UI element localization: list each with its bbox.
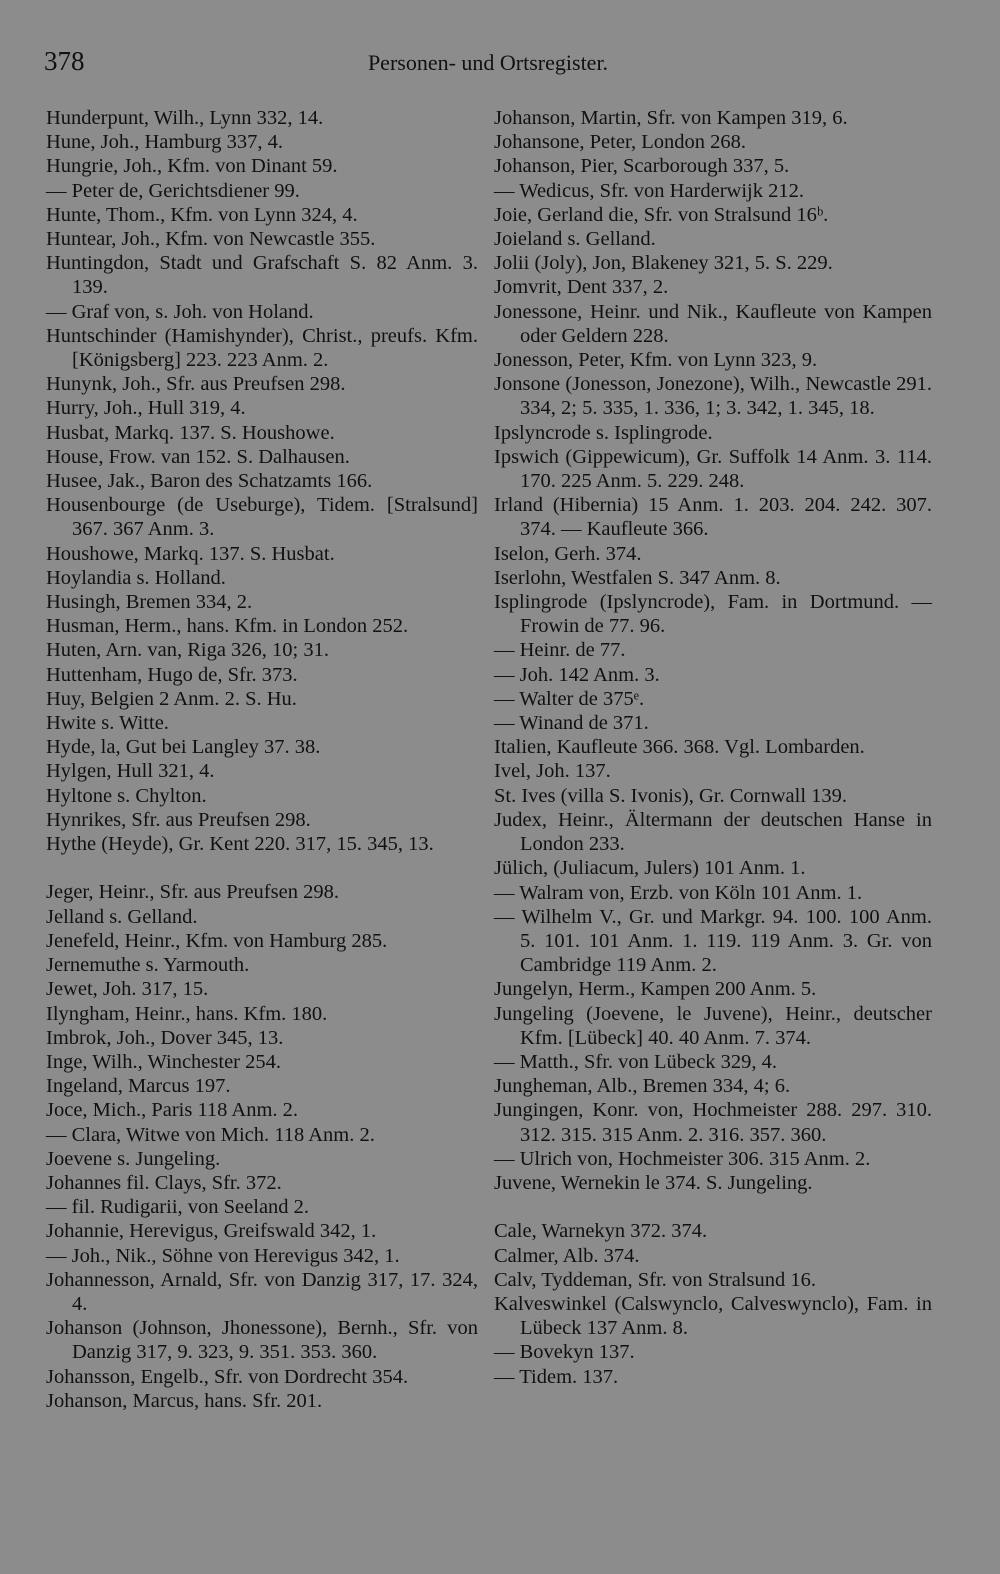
index-entry: Hylgen, Hull 321, 4. [46,760,215,783]
index-entry: Husingh, Bremen 334, 2. [46,591,253,614]
index-entry: Hyde, la, Gut bei Langley 37. 38. [46,736,321,759]
index-entry: Inge, Wilh., Winchester 254. [46,1050,281,1073]
index-entry: Hunderpunt, Wilh., Lynn 332, 14. [46,107,324,129]
section-gap [46,856,478,880]
index-entry: Housenbourge (de Useburge), Tidem. [Stralsund] 367. 367 Anm. 3. [46,494,478,541]
index-entry: Jeger, Heinr., Sfr. aus Preufsen 298. [46,881,339,904]
index-entry: Huntschinder (Hamishynder), Christ., preufs. Kfm. [Königsberg] 223. 223 Anm. 2. [46,324,478,372]
index-entry: — fil. Rudigarii, von Seeland 2. [46,1196,310,1219]
index-entry: Irland (Hibernia) 15 Anm. 1. 203. 204. 242. 307. 374. — Kaufleute 366. [494,494,932,541]
index-entry: Johansson, Engelb., Sfr. von Dordrecht 354. [46,1365,409,1388]
index-entry: Husee, Jak., Baron des Schatzamts 166. [46,470,373,493]
index-entry: — Bovekyn 137. [494,1341,635,1364]
index-entry: Jolii (Joly), Jon, Blakeney 321, 5. S. 229. [494,252,833,275]
index-entry: Johannes fil. Clays, Sfr. 372. [46,1171,282,1194]
index-entry: Johanson (Johnson, Jhonessone), Bernh., Sfr. von Danzig 317, 9. 323, 9. 351. 353. 360. [46,1317,478,1364]
index-entry: Hunynk, Joh., Sfr. aus Preufsen 298. [46,373,346,396]
index-entry: Jonessone, Heinr. und Nik., Kaufleute von Kampen oder Geldern 228. [494,300,932,347]
index-entry: Jonesson, Peter, Kfm. von Lynn 323, 9. [494,349,818,372]
index-entry: Hynrikes, Sfr. aus Preufsen 298. [46,808,311,831]
index-entry: Jungeling (Joevene, le Juvene), Heinr., deutscher Kfm. [Lübeck] 40. 40 Anm. 7. 374. [494,1002,932,1049]
index-entry: Jonsone (Jonesson, Jonezone), Wilh., Newcastle 291. 334, 2; 5. 335, 1. 336, 1; 3. 342, 1. 345, 18. [494,373,932,420]
index-entry: — Peter de, Gerichtsdiener 99. [46,179,300,202]
index-entry: Ingeland, Marcus 197. [46,1075,231,1098]
index-entry: Calv, Tyddeman, Sfr. von Stralsund 16. [494,1268,816,1291]
index-entry: Kalveswinkel (Calswynclo, Calveswynclo), Fam. in Lübeck 137 Anm. 8. [494,1292,932,1340]
index-entry: Jungingen, Konr. von, Hochmeister 288. 297. 310. 312. 315. 315 Anm. 2. 316. 357. 360. [494,1099,932,1146]
entry-group-j [494,106,932,1195]
index-entry: Ipslyncrode s. Isplingrode. [494,421,713,444]
index-entry: Johannie, Herevigus, Greifswald 342, 1. [46,1220,377,1243]
index-entry: Cale, Warnekyn 372. 374. [494,1220,708,1243]
index-entry: Joce, Mich., Paris 118 Anm. 2. [46,1099,299,1122]
index-entry: Husman, Herm., hans. Kfm. in London 252. [46,615,409,638]
index-entry: Jewet, Joh. 317, 15. [46,978,209,1001]
index-entry: Husbat, Markq. 137. S. Houshowe. [46,421,335,444]
index-entry: Italien, Kaufleute 366. 368. Vgl. Lombarden. [494,736,865,759]
index-entry: Houshowe, Markq. 137. S. Husbat. [46,542,335,565]
index-entry: Ipswich (Gippewicum), Gr. Suffolk 14 Anm. 3. 114. 170. 225 Anm. 5. 229. 248. [494,445,932,493]
index-entry: — Ulrich von, Hochmeister 306. 315 Anm. 2. [494,1147,871,1170]
index-entry: — Wedicus, Sfr. von Harderwijk 212. [494,179,804,202]
index-entry: Johanson, Pier, Scarborough 337, 5. [494,155,790,178]
index-entry: Johannesson, Arnald, Sfr. von Danzig 317, 17. 324, 4. [46,1268,478,1315]
index-entry: — Winand de 371. [494,712,649,735]
index-entry: Ilyngham, Heinr., hans. Kfm. 180. [46,1002,328,1025]
index-entry: Jungheman, Alb., Bremen 334, 4; 6. [494,1075,791,1098]
index-entry: — Walter de 375ᵉ. [494,687,645,710]
index-entry: Jungelyn, Herm., Kampen 200 Anm. 5. [494,978,817,1001]
left-column [46,106,478,1413]
index-entry: — Tidem. 137. [494,1365,619,1388]
index-entry: House, Frow. van 152. S. Dalhausen. [46,445,350,468]
entry-group-h [46,106,478,856]
index-entry: Jülich, (Juliacum, Julers) 101 Anm. 1. [494,857,806,880]
index-entry: Jernemuthe s. Yarmouth. [46,954,250,977]
index-entry: Judex, Heinr., Ältermann der deutschen Hanse in London 233. [494,808,932,856]
right-column [494,106,932,1389]
index-entry: Hyltone s. Chylton. [46,784,207,807]
index-entry: Iselon, Gerh. 374. [494,542,642,565]
index-entry: Juvene, Wernekin le 374. S. Jungeling. [494,1171,813,1194]
section-gap [494,1195,932,1219]
index-entry: Huten, Arn. van, Riga 326, 10; 31. [46,639,329,662]
index-entry: — Wilhelm V., Gr. und Markgr. 94. 100. 100 Anm. 5. 101. 101 Anm. 1. 119. 119 Anm. 3. Gr. von Cambridge 119 Anm. 2. [494,905,932,977]
index-entry: — Matth., Sfr. von Lübeck 329, 4. [494,1050,777,1073]
running-title: Personen- und Ortsregister. [367,50,609,75]
index-entry: Hoylandia s. Holland. [46,566,226,589]
index-entry: Hurry, Joh., Hull 319, 4. [46,397,246,420]
index-entry: Huntingdon, Stadt und Grafschaft S. 82 Anm. 3. 139. [46,252,478,299]
index-entry: Hunte, Thom., Kfm. von Lynn 324, 4. [46,203,358,226]
index-entry: — Walram von, Erzb. von Köln 101 Anm. 1. [494,881,863,904]
index-entry: Ivel, Joh. 137. [494,760,611,783]
index-entry: Joie, Gerland die, Sfr. von Stralsund 16ᵇ. [494,203,829,226]
index-entry: Joevene s. Jungeling. [46,1147,221,1170]
index-entry: Hungrie, Joh., Kfm. von Dinant 59. [46,155,338,178]
index-entry: Huy, Belgien 2 Anm. 2. S. Hu. [46,687,297,710]
index-entry: Hythe (Heyde), Gr. Kent 220. 317, 15. 345, 13. [46,833,434,856]
index-entry: — Graf von, s. Joh. von Holand. [46,300,314,323]
page-number: 378 [44,46,85,76]
index-entry: Huttenham, Hugo de, Sfr. 373. [46,663,298,686]
index-entry: Johanson, Martin, Sfr. von Kampen 319, 6. [494,107,848,129]
index-entry: — Heinr. de 77. [494,639,626,662]
index-entry: Imbrok, Joh., Dover 345, 13. [46,1026,284,1049]
index-entry: Joieland s. Gelland. [494,228,656,251]
page-header [44,46,932,86]
index-entry: Jomvrit, Dent 337, 2. [494,276,669,299]
index-entry: Johansone, Peter, London 268. [494,131,746,154]
index-entry: Johanson, Marcus, hans. Sfr. 201. [46,1389,323,1412]
index-entry: Huntear, Joh., Kfm. von Newcastle 355. [46,228,376,251]
entry-group-j [46,880,478,1412]
index-entry: Hune, Joh., Hamburg 337, 4. [46,131,284,154]
index-entry: — Joh. 142 Anm. 3. [494,663,660,686]
entry-group-k [494,1219,932,1388]
index-entry: Iserlohn, Westfalen S. 347 Anm. 8. [494,566,781,589]
index-entry: Jenefeld, Heinr., Kfm. von Hamburg 285. [46,929,388,952]
index-entry: — Joh., Nik., Söhne von Herevigus 342, 1. [46,1244,400,1267]
index-entry: Jelland s. Gelland. [46,905,198,928]
index-entry: Isplingrode (Ipslyncrode), Fam. in Dortmund. — Frowin de 77. 96. [494,591,932,638]
index-entry: Calmer, Alb. 374. [494,1244,640,1267]
index-entry: Hwite s. Witte. [46,712,169,735]
index-entry: — Clara, Witwe von Mich. 118 Anm. 2. [46,1123,375,1146]
index-entry: St. Ives (villa S. Ivonis), Gr. Cornwall 139. [494,784,848,807]
